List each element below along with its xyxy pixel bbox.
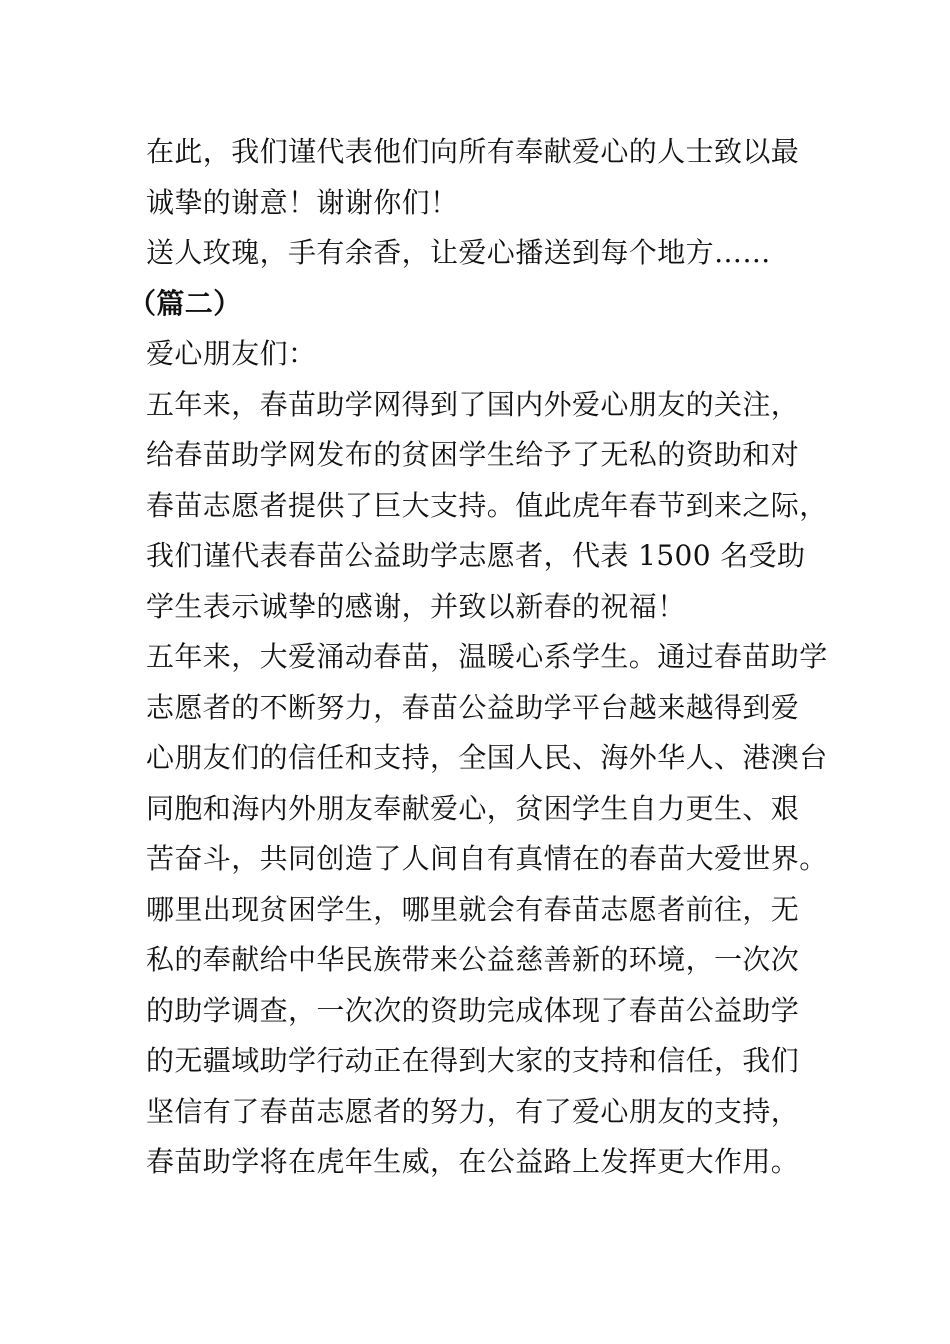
salutation: 爱心朋友们： [146,337,317,370]
body-line: 的无疆域助学行动正在得到大家的支持和信任，我们 [146,1044,800,1077]
body-line: 春苗助学将在虎年生威，在公益路上发挥更大作用。 [146,1145,800,1178]
body-line: 哪里出现贫困学生，哪里就会有春苗志愿者前往，无 [146,892,800,926]
body-line: 诚挚的谢意！谢谢你们！ [146,185,459,219]
body-line: 在此，我们谨代表他们向所有奉献爱心的人士致以最 [146,135,800,168]
body-line: 苦奋斗，共同创造了人间自有真情在的春苗大爱世界。 [146,842,828,875]
body-line: 同胞和海内外朋友奉献爱心，贫困学生自力更生、艰 [146,791,800,825]
body-line: 私的奉献给中华民族带来公益慈善新的环境，一次次 [146,943,800,976]
body-line: 五年来，春苗助学网得到了国内外爱心朋友的关注， [146,387,800,421]
body-line: 学生表示诚挚的感谢，并致以新春的祝福！ [146,589,686,623]
document-body [128,127,836,1188]
body-line: 给春苗助学网发布的贫困学生给予了无私的资助和对 [146,438,800,471]
body-line: 志愿者的不断努力，春苗公益助学平台越来越得到爱 [146,690,800,724]
body-line: 五年来，大爱涌动春苗，温暖心系学生。通过春苗助学 [146,640,828,673]
section-heading: （篇二） [128,286,242,320]
body-line: 的助学调查，一次次的资助完成体现了春苗公益助学 [146,993,800,1027]
body-line: 坚信有了春苗志愿者的努力，有了爱心朋友的支持， [146,1094,800,1128]
body-line: 春苗志愿者提供了巨大支持。值此虎年春节到来之际， [146,488,828,522]
body-line: 我们谨代表春苗公益助学志愿者，代表 1500 名受助 [146,539,806,572]
body-line: 心朋友们的信任和支持，全国人民、海外华人、港澳台 [146,741,828,774]
body-line: 送人玫瑰，手有余香，让爱心播送到每个地方…… [146,236,771,269]
